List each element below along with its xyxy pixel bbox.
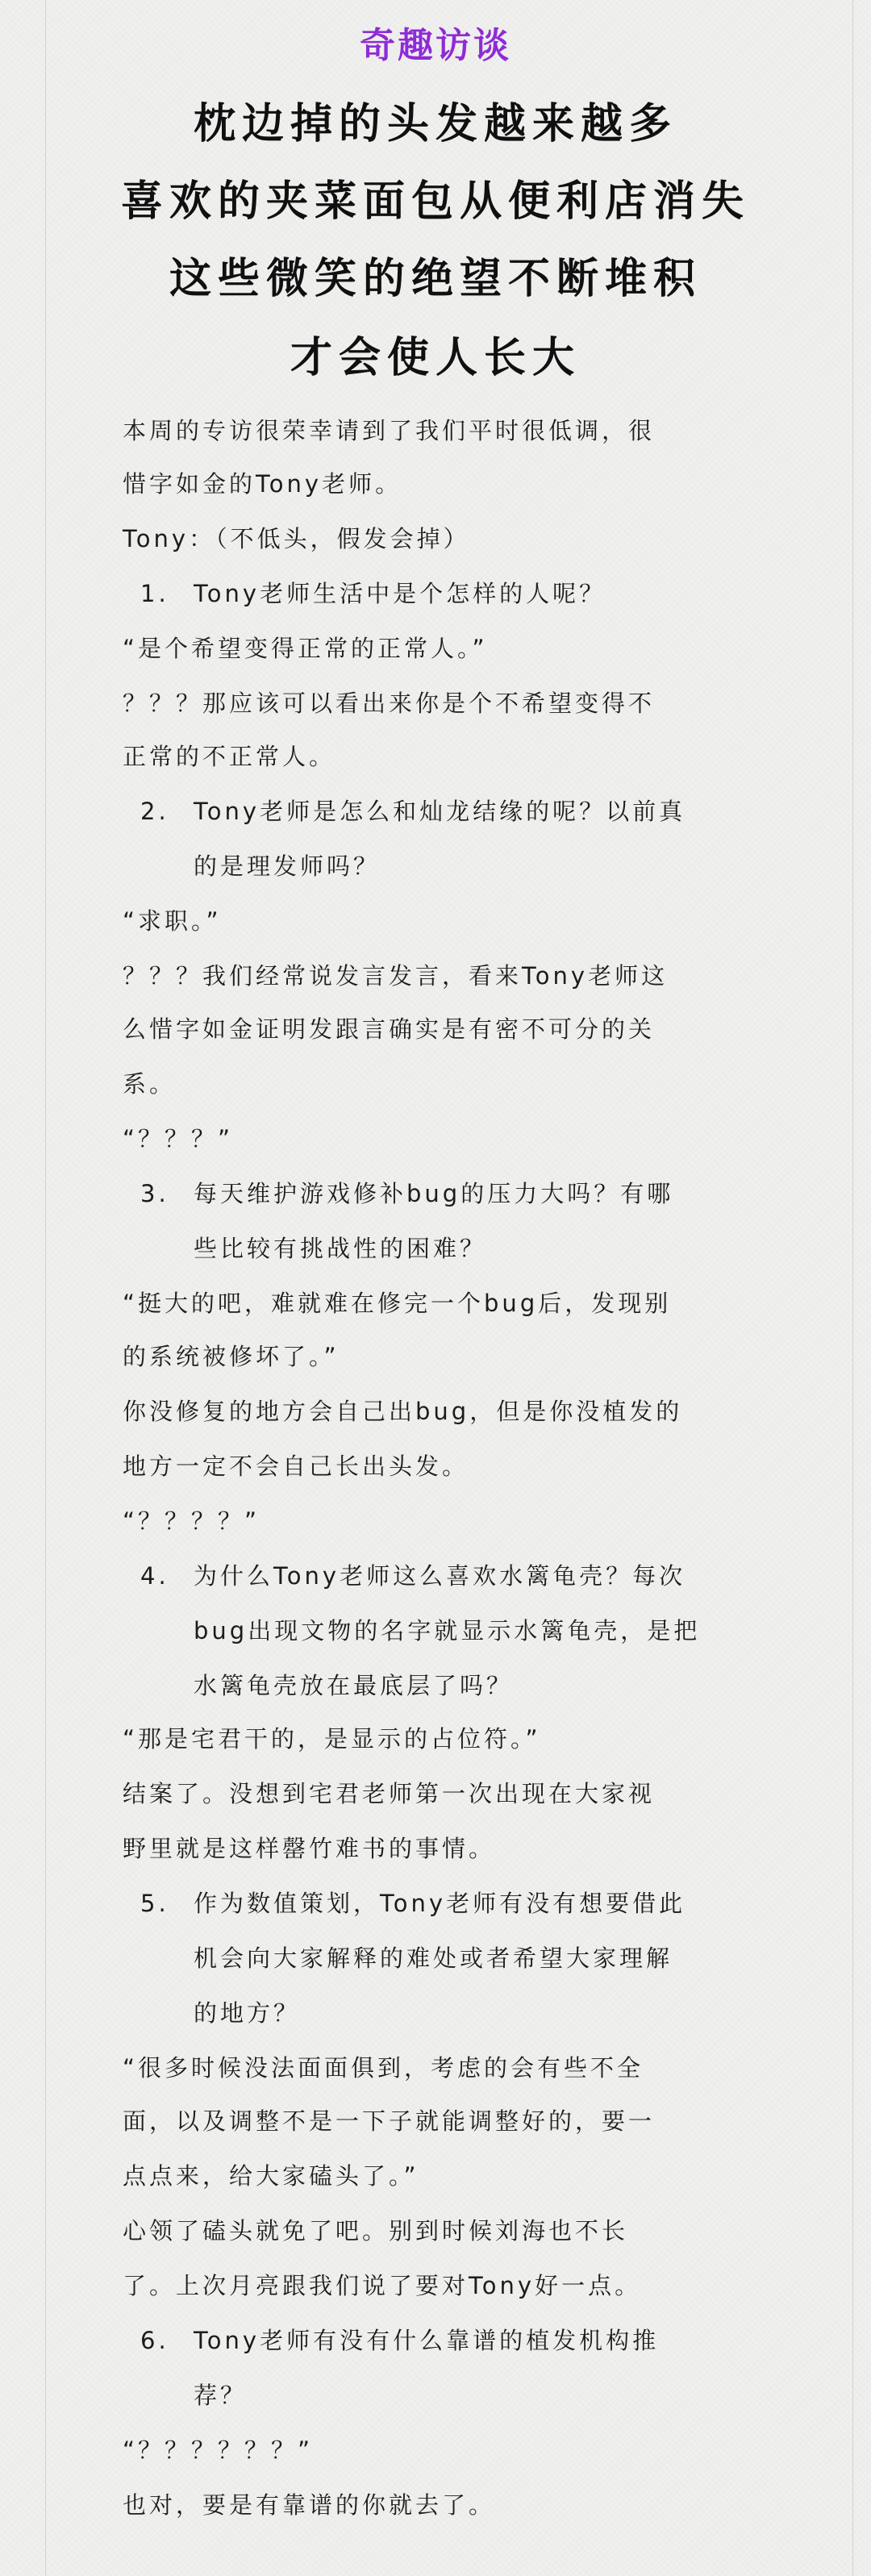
question-text: 为什么Tony老师这么喜欢水篱龟壳？每次 bbox=[194, 1562, 686, 1590]
question-text: Tony老师是怎么和灿龙结缘的呢？以前真 bbox=[194, 798, 686, 825]
intro-line: Tony：（不低头，假发会掉） bbox=[123, 525, 470, 552]
question-text: 每天维护游戏修补bug的压力大吗？有哪 bbox=[194, 1180, 674, 1207]
question-text: 水篱龟壳放在最底层了吗？ bbox=[194, 1672, 514, 1699]
comment-line: 你没修复的地方会自己出bug，但是你没植发的 bbox=[123, 1398, 683, 1425]
question-text: 机会向大家解释的难处或者希望大家理解 bbox=[194, 1945, 673, 1972]
intro-line: 本周的专访很荣幸请到了我们平时很低调，很 bbox=[123, 417, 656, 444]
comment-line: 了。上次月亮跟我们说了要对Tony好一点。 bbox=[123, 2272, 642, 2299]
question-text: 的是理发师吗？ bbox=[194, 852, 381, 880]
comment-line: “？？？？” bbox=[123, 1507, 260, 1535]
comment-line: “？？？” bbox=[123, 1125, 234, 1153]
question-number: 5. bbox=[140, 1890, 169, 1917]
question-text: Tony老师生活中是个怎样的人呢？ bbox=[194, 580, 606, 607]
answer-line: “？？？？？？” bbox=[123, 2436, 314, 2464]
answer-line: “求职。” bbox=[123, 907, 222, 935]
question-number: 2. bbox=[140, 798, 169, 825]
page-title: 奇趣访谈 bbox=[360, 25, 511, 66]
intro-line: 惜字如金的Tony老师。 bbox=[123, 470, 402, 498]
question-text: 些比较有挑战性的困难？ bbox=[194, 1235, 487, 1262]
question-text: 作为数值策划，Tony老师有没有想要借此 bbox=[194, 1890, 686, 1917]
question-number: 3. bbox=[140, 1180, 169, 1207]
headline-line: 喜欢的夹菜面包从便利店消失 bbox=[120, 177, 750, 226]
question-text: 荐？ bbox=[194, 2382, 248, 2409]
question-number: 4. bbox=[140, 1562, 169, 1590]
answer-line: “挺大的吧，难就难在修完一个bug后，发现别 bbox=[123, 1290, 672, 1317]
comment-line: ？？？那应该可以看出来你是个不希望变得不 bbox=[123, 690, 656, 717]
answer-line: “是个希望变得正常的正常人。” bbox=[123, 635, 488, 662]
answer-line: “很多时候没法面面俱到，考虑的会有些不全 bbox=[123, 2054, 644, 2082]
comment-line: 么惜字如金证明发跟言确实是有密不可分的关 bbox=[123, 1015, 656, 1043]
comment-line: ？？？我们经常说发言发言，看来Tony老师这 bbox=[123, 962, 669, 990]
question-text: Tony老师有没有什么靠谱的植发机构推 bbox=[194, 2327, 660, 2354]
comment-line: 野里就是这样罄竹难书的事情。 bbox=[123, 1835, 496, 1862]
comment-line: 也对，要是有靠谱的你就去了。 bbox=[123, 2491, 496, 2519]
answer-line: 的系统被修坏了。” bbox=[123, 1343, 340, 1370]
answer-line: 点点来，给大家磕头了。” bbox=[123, 2162, 419, 2190]
answer-line: “那是宅君干的，是显示的占位符。” bbox=[123, 1725, 541, 1753]
question-number: 6. bbox=[140, 2327, 169, 2354]
headline-line: 才会使人长大 bbox=[290, 333, 581, 382]
headline-line: 枕边掉的头发越来越多 bbox=[193, 99, 677, 148]
comment-line: 系。 bbox=[123, 1070, 177, 1098]
comment-line: 结案了。没想到宅君老师第一次出现在大家视 bbox=[123, 1780, 656, 1807]
question-text: bug出现文物的名字就显示水篱龟壳，是把 bbox=[194, 1617, 701, 1644]
question-text: 的地方？ bbox=[194, 1999, 301, 2027]
question-number: 1. bbox=[140, 580, 169, 607]
comment-line: 心领了磕头就免了吧。别到时候刘海也不长 bbox=[123, 2217, 629, 2245]
headline-line: 这些微笑的绝望不断堆积 bbox=[169, 254, 702, 303]
answer-line: 面，以及调整不是一下子就能调整好的，要一 bbox=[123, 2107, 656, 2135]
comment-line: 正常的不正常人。 bbox=[123, 743, 336, 770]
comment-line: 地方一定不会自己长出头发。 bbox=[123, 1453, 469, 1480]
